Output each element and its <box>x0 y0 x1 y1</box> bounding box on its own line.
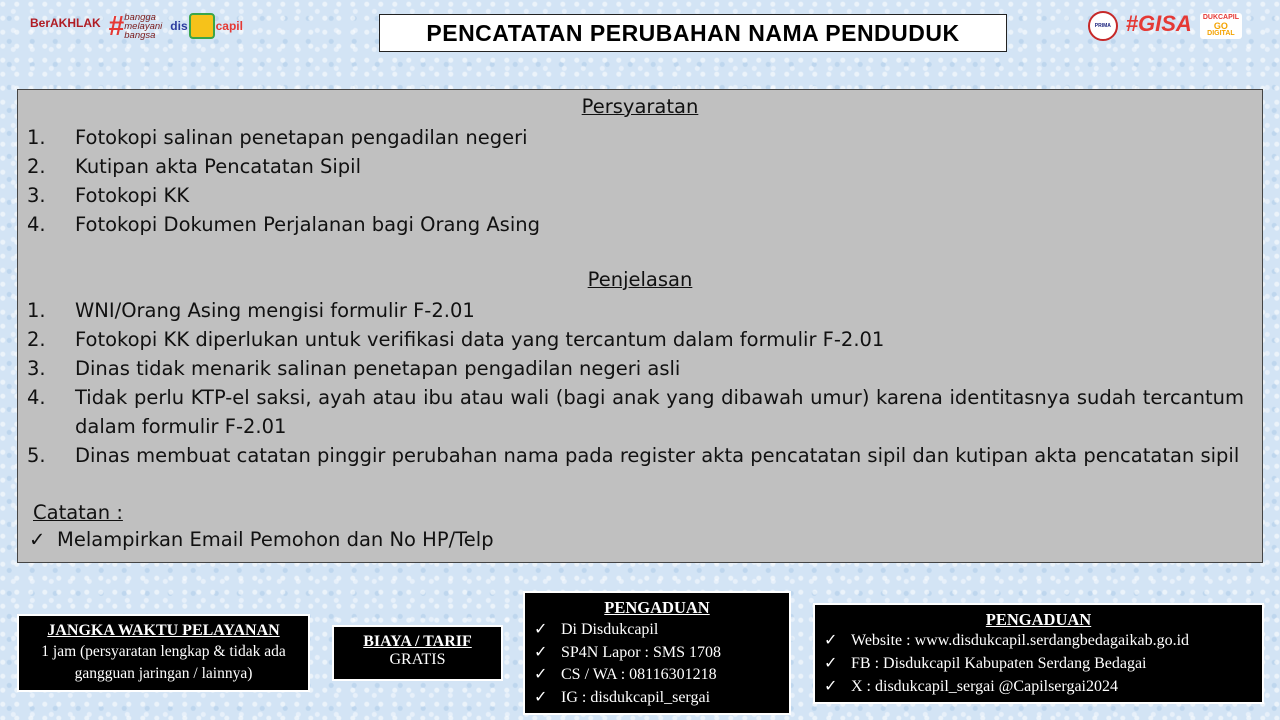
pengaduan-item: ✓ CS / WA : 08116301218 <box>534 664 789 687</box>
checkmark-icon: ✓ <box>29 528 46 551</box>
page-title: PENCATATAN PERUBAHAN NAMA PENDUDUK <box>379 14 1007 52</box>
checkmark-icon: ✓ <box>534 688 548 706</box>
pengaduan-item: ✓ IG : disdukcapil_sergai <box>534 687 789 710</box>
penjelasan-heading: Penjelasan <box>587 268 693 291</box>
dukcapil-prima-logo: PRIMA <box>1088 11 1118 41</box>
pengaduan-item: ✓ FB : Disdukcapil Kabupaten Serdang Bedagai <box>824 652 1262 675</box>
jangka-waktu-text: 1 jam (persyaratan lengkap & tidak ada gangguan jaringan / lainnya) <box>41 643 286 682</box>
pengaduan-item: ✓ Website : www.disdukcapil.serdangbedagaikab.go.id <box>824 629 1262 652</box>
checkmark-icon: ✓ <box>824 655 838 672</box>
jangka-waktu-box <box>17 614 310 692</box>
penjelasan-item: 1. WNI/Orang Asing mengisi formulir F-2.01 <box>27 299 475 322</box>
persyaratan-item: 2. Kutipan akta Pencatatan Sipil <box>27 155 362 178</box>
persyaratan-item: 1. Fotokopi salinan penetapan pengadilan negeri <box>27 126 528 149</box>
biaya-box <box>332 625 503 681</box>
berakhlak-logo: BerAKHLAK <box>30 16 101 30</box>
disdukcapil-logo: dis capil <box>170 13 243 39</box>
checkmark-icon: ✓ <box>824 678 838 695</box>
pengaduan-box-1 <box>523 591 791 715</box>
bangga-melayani-bangsa-logo: # bangga melayani bangsa <box>108 10 163 41</box>
gisa-logo: #GISA <box>1125 11 1192 36</box>
penjelasan-item: 5. Dinas membuat catatan pinggir perubahan nama pada register akta pencatatan sipil dan kutipan akta pencatatan sipil <box>27 444 1240 467</box>
catatan-label: Catatan : <box>33 501 123 524</box>
header-logos-left <box>30 10 243 42</box>
requirements-panel <box>17 89 1263 563</box>
persyaratan-heading: Persyaratan <box>581 95 699 118</box>
penjelasan-item: 2. Fotokopi KK diperlukan untuk verifikasi data yang tercantum dalam formulir F-2.01 <box>27 328 885 351</box>
checkmark-icon: ✓ <box>534 666 548 683</box>
penjelasan-item: 3. Dinas tidak menarik salinan penetapan pengadilan negeri asli <box>27 357 681 380</box>
checkmark-icon: ✓ <box>534 643 548 661</box>
jangka-waktu-title: JANGKA WAKTU PELAYANAN <box>47 622 280 639</box>
biaya-value: GRATIS <box>389 651 446 668</box>
pengaduan-item: ✓ X : disdukcapil_sergai @Capilsergai2024 <box>824 675 1262 698</box>
dukcapil-go-digital-logo: DUKCAPIL GO DIGITAL <box>1200 13 1242 39</box>
pengaduan-title: PENGADUAN <box>985 610 1092 629</box>
checkmark-icon: ✓ <box>824 632 838 649</box>
pengaduan-title: PENGADUAN <box>604 598 710 617</box>
catatan-item: ✓ Melampirkan Email Pemohon dan No HP/Telp <box>29 528 494 551</box>
pengaduan-item: ✓ SP4N Lapor : SMS 1708 <box>534 642 789 665</box>
header-logos-right <box>1088 12 1242 40</box>
persyaratan-item: 3. Fotokopi KK <box>27 184 190 207</box>
persyaratan-item: 4. Fotokopi Dokumen Perjalanan bagi Orang Asing <box>27 213 541 236</box>
checkmark-icon: ✓ <box>534 621 548 638</box>
penjelasan-item: 4. Tidak perlu KTP-el saksi, ayah atau ibu atau wali (bagi anak yang dibawah umur) karena identitasnya sudah tercantum dalam formulir F-2.01 <box>27 386 1244 438</box>
pengaduan-box-2 <box>813 603 1264 704</box>
pengaduan-item: ✓ Di Disdukcapil <box>534 619 789 642</box>
biaya-title: BIAYA / TARIF <box>363 633 472 650</box>
